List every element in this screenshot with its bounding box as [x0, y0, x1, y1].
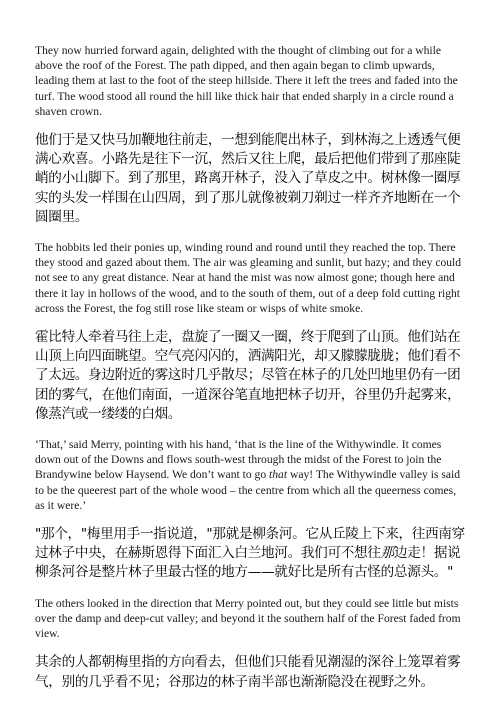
paragraph-en-3-start: ‘That,’ said Merry, pointing with his hand, ‘that is the line of the Withywindle. It comes down out of the Downs and flows south-west through the midst of the Forest to join the Brandywine below Haysend. We don’t want to go: [35, 438, 442, 482]
paragraph-en-3-emphasis: that: [269, 468, 288, 482]
paragraph-zh-2: 霍比特人牵着马往上走，盘旋了一圈又一圈，终于爬到了山顶。他们站在山顶上向四面眺望。空气亮闪闪的，洒满阳光，却又朦朦胧胧；他们看不了太远。身边附近的雾这时几乎散尽；尽管在林子的几处凹地里仍有一团团的雾气，在他们南面，一道深谷笔直地把林子切开，谷里仍升起雾来，像蒸汽或一缕缕的白烟。: [35, 329, 461, 422]
paragraph-zh-3-emphasis: 那: [380, 545, 394, 562]
paragraph-en-4: The others looked in the direction that Merry pointed out, but they could see little but mists over the damp and deep-cut valley; and beyond it the southern half of the Forest faded from view.: [35, 596, 461, 641]
paragraph-en-1: They now hurried forward again, delighted with the thought of climbing out for a while above the roof of the Forest. The path dipped, and then again began to climb upwards, leading them at last to the foot of the steep hillside. There it left the trees and faded into the turf. The wood stood all round the hill like thick hair that ended sharply in a circle round a shaven crown.: [35, 44, 458, 118]
paragraph-en-3: [35, 437, 467, 513]
paragraph-en-3-end: way! The Withywindle valley is said to be the queerest part of the whole wood – the centre from which all the queerness comes, as it were.’: [35, 468, 461, 512]
paragraph-en-2: The hobbits led their ponies up, winding round and round until they reached the top. There they stood and gazed about them. The air was gleaming and sunlit, but hazy; and they could not see to any great distance. Near at hand the mist was now almost gone; though here and there it lay in hollows of the wood, and to the south of them, out of a deep fold cutting right across the Forest, the fog still rose like steam or wisps of white smoke.: [35, 241, 462, 315]
paragraph-zh-3-start: "那个，"梅里用手一指说道，"那就是柳条河。它从丘陵上下来，往西南穿过林子中央，在赫斯恩得下面汇入白兰地河。我们可不想往: [35, 526, 465, 562]
paragraph-zh-3-end: 边走！据说柳条河谷是整片林子里最古怪的地方——就好比是所有古怪的总源头。": [35, 545, 461, 581]
paragraph-zh-1: 他们于是又快马加鞭地往前走，一想到能爬出林子，到林海之上透透气便满心欢喜。小路先是往下一沉，然后又往上爬，最后把他们带到了那座陡峭的小山脚下。到了那里，路离开林子，没入了草皮之中。树林像一圈厚实的头发一样围在山四周，到了那儿就像被剃刀剃过一样齐齐地断在一个圆圈里。: [35, 132, 461, 225]
paragraph-zh-4: 其余的人都朝梅里指的方向看去，但他们只能看见潮湿的深谷上笼罩着雾气，别的几乎看不见；谷那边的林子南半部也渐渐隐没在视野之外。: [35, 654, 461, 690]
document-page: [35, 43, 467, 705]
paragraph-zh-3: [35, 525, 467, 583]
